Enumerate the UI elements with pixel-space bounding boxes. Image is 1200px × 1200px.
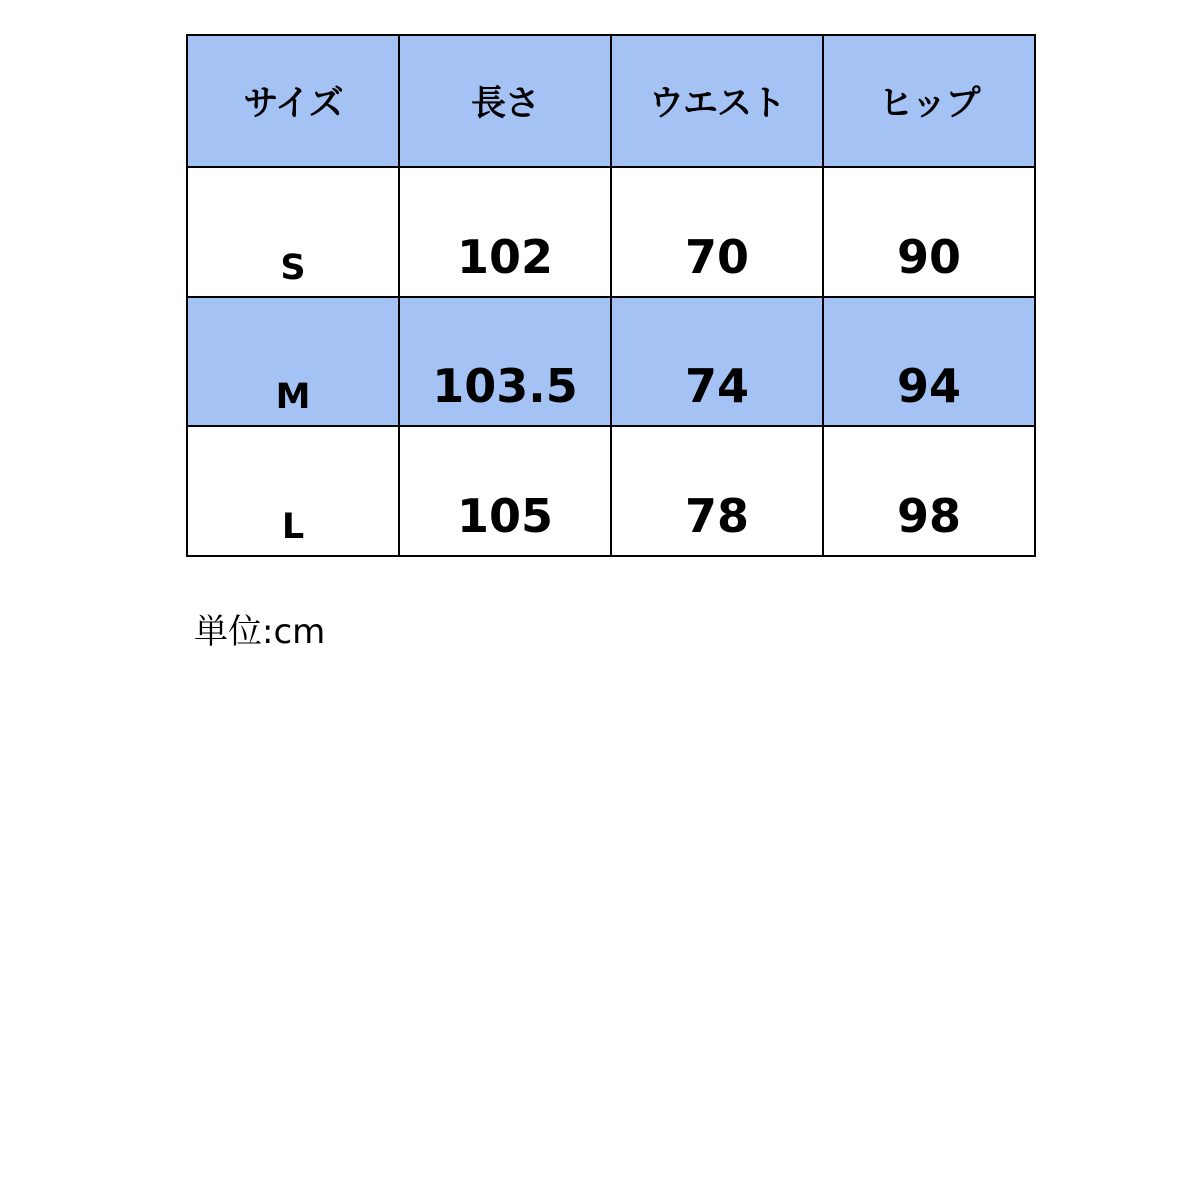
header-length: 長さ xyxy=(399,35,611,167)
table-row xyxy=(187,297,1035,427)
cell-length: 103.5 xyxy=(399,297,611,427)
header-size: サイズ xyxy=(187,35,399,167)
table-row xyxy=(187,167,1035,297)
cell-size: S xyxy=(187,167,399,297)
cell-hip: 98 xyxy=(823,426,1035,556)
cell-length: 105 xyxy=(399,426,611,556)
cell-size: L xyxy=(187,426,399,556)
cell-length: 102 xyxy=(399,167,611,297)
size-chart-table xyxy=(186,34,1036,557)
cell-hip: 94 xyxy=(823,297,1035,427)
cell-waist: 74 xyxy=(611,297,823,427)
cell-size: M xyxy=(187,297,399,427)
table-row xyxy=(187,426,1035,556)
header-waist: ウエスト xyxy=(611,35,823,167)
cell-waist: 70 xyxy=(611,167,823,297)
header-hip: ヒップ xyxy=(823,35,1035,167)
table-header-row xyxy=(187,35,1035,167)
cell-hip: 90 xyxy=(823,167,1035,297)
unit-note: 単位:cm xyxy=(194,612,326,652)
cell-waist: 78 xyxy=(611,426,823,556)
